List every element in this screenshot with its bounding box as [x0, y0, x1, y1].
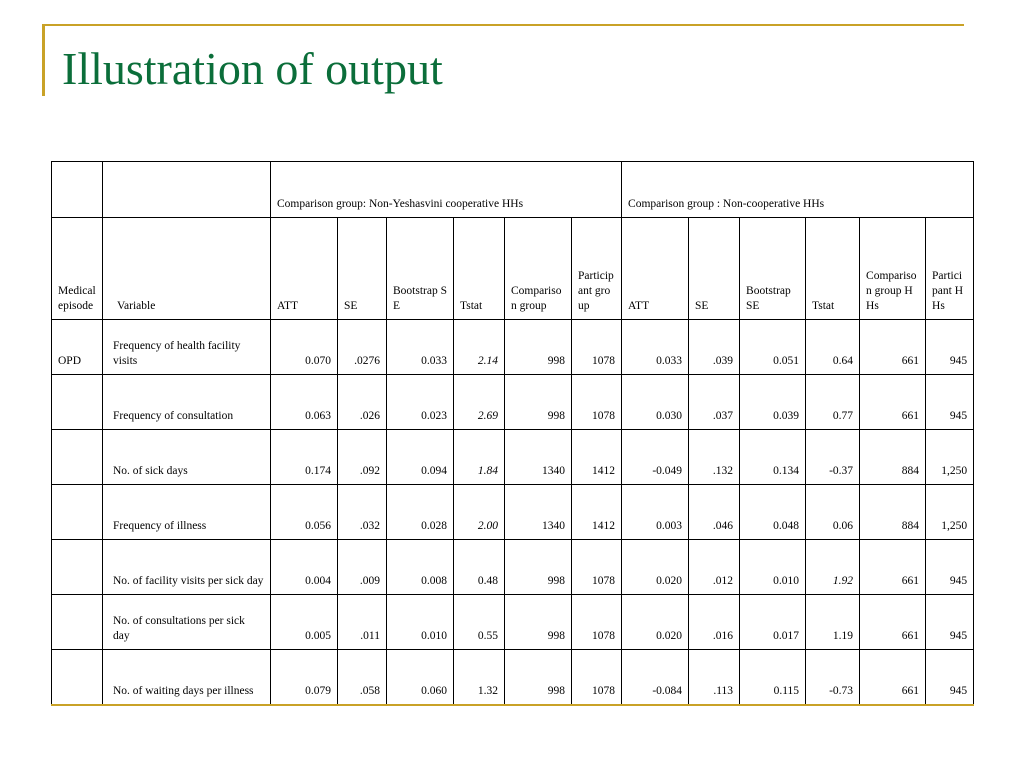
g2-value-cell: 945: [926, 320, 974, 375]
g1-value-cell: 998: [505, 595, 572, 650]
table-row: [52, 485, 974, 540]
g1-value-cell: .009: [338, 540, 387, 595]
variable-cell: Frequency of health facility visits: [103, 320, 271, 375]
g2-value-cell: 0.134: [740, 430, 806, 485]
g2-value-cell: .113: [689, 650, 740, 706]
g2-value-cell: .039: [689, 320, 740, 375]
g2-value-cell: 661: [860, 650, 926, 706]
g1-value-cell: 998: [505, 320, 572, 375]
g1-value-cell: 2.00: [454, 485, 505, 540]
g2-value-cell: 0.039: [740, 375, 806, 430]
g2-value-cell: 1.92: [806, 540, 860, 595]
g2-value-cell: 0.003: [622, 485, 689, 540]
g1-value-cell: .0276: [338, 320, 387, 375]
g2-value-cell: 0.020: [622, 540, 689, 595]
columns_g2-col-header: Participant HHs: [926, 218, 974, 320]
g1-value-cell: 998: [505, 375, 572, 430]
g1-value-cell: 0.056: [271, 485, 338, 540]
table-row: [52, 595, 974, 650]
g2-value-cell: 945: [926, 595, 974, 650]
g2-value-cell: 945: [926, 650, 974, 706]
g2-value-cell: 0.77: [806, 375, 860, 430]
g2-value-cell: .046: [689, 485, 740, 540]
g1-value-cell: 1078: [572, 320, 622, 375]
g2-value-cell: 884: [860, 485, 926, 540]
g2-value-cell: .016: [689, 595, 740, 650]
g1-value-cell: 1078: [572, 375, 622, 430]
table-row: [52, 650, 974, 706]
g2-value-cell: .037: [689, 375, 740, 430]
g1-value-cell: 1.32: [454, 650, 505, 706]
g1-value-cell: 0.070: [271, 320, 338, 375]
group2-header: Comparison group : Non-cooperative HHs: [622, 162, 974, 218]
columns_g1-col-header: Comparison group: [505, 218, 572, 320]
g2-value-cell: .012: [689, 540, 740, 595]
g2-value-cell: 945: [926, 375, 974, 430]
episode-cell: [52, 430, 103, 485]
columns_g2-col-header: ATT: [622, 218, 689, 320]
g1-value-cell: 1340: [505, 430, 572, 485]
table-row: [52, 540, 974, 595]
g2-value-cell: 0.017: [740, 595, 806, 650]
g1-value-cell: 0.55: [454, 595, 505, 650]
variable-cell: No. of waiting days per illness: [103, 650, 271, 706]
variable-cell: No. of facility visits per sick day: [103, 540, 271, 595]
g2-value-cell: 661: [860, 540, 926, 595]
g2-value-cell: 1.19: [806, 595, 860, 650]
g2-value-cell: -0.73: [806, 650, 860, 706]
g1-value-cell: .032: [338, 485, 387, 540]
g2-value-cell: 0.020: [622, 595, 689, 650]
g2-value-cell: .132: [689, 430, 740, 485]
g1-value-cell: 1078: [572, 650, 622, 706]
g2-value-cell: 0.06: [806, 485, 860, 540]
columns_g2-col-header: Tstat: [806, 218, 860, 320]
columns_g2-col-header: Bootstrap SE: [740, 218, 806, 320]
g2-value-cell: 0.051: [740, 320, 806, 375]
episode-cell: [52, 540, 103, 595]
columns_g2-col-header: Comparison group HHs: [860, 218, 926, 320]
variable-cell: Frequency of consultation: [103, 375, 271, 430]
episode-cell: OPD: [52, 320, 103, 375]
g1-value-cell: .092: [338, 430, 387, 485]
table-row: [52, 430, 974, 485]
left-accent-bar: [42, 26, 45, 96]
g2-value-cell: 661: [860, 375, 926, 430]
g1-value-cell: 1412: [572, 430, 622, 485]
g1-value-cell: 0.174: [271, 430, 338, 485]
g1-value-cell: 998: [505, 540, 572, 595]
g1-value-cell: 998: [505, 650, 572, 706]
g1-value-cell: 0.004: [271, 540, 338, 595]
empty-header-cell: [103, 162, 271, 218]
table-row: [52, 320, 974, 375]
group1-header: Comparison group: Non-Yeshasvini cooperative HHs: [271, 162, 622, 218]
empty-header-cell: [52, 162, 103, 218]
g1-value-cell: 0.033: [387, 320, 454, 375]
g1-value-cell: 0.079: [271, 650, 338, 706]
episode-cell: [52, 485, 103, 540]
g2-value-cell: 0.033: [622, 320, 689, 375]
episode-cell: [52, 595, 103, 650]
columns_g1-col-header: Tstat: [454, 218, 505, 320]
g1-value-cell: 0.060: [387, 650, 454, 706]
g1-value-cell: 0.094: [387, 430, 454, 485]
columns_g1-col-header: Participant group: [572, 218, 622, 320]
g1-value-cell: .058: [338, 650, 387, 706]
g2-value-cell: 1,250: [926, 485, 974, 540]
results-table: [51, 161, 974, 706]
variable-cell: Frequency of illness: [103, 485, 271, 540]
g2-value-cell: -0.049: [622, 430, 689, 485]
g1-value-cell: 0.005: [271, 595, 338, 650]
g1-value-cell: 1.84: [454, 430, 505, 485]
g2-value-cell: 0.048: [740, 485, 806, 540]
g1-value-cell: 0.028: [387, 485, 454, 540]
columns_g1-col-header: ATT: [271, 218, 338, 320]
g1-value-cell: 2.14: [454, 320, 505, 375]
g2-value-cell: 0.010: [740, 540, 806, 595]
g1-value-cell: 0.063: [271, 375, 338, 430]
g2-value-cell: -0.084: [622, 650, 689, 706]
episode-cell: [52, 650, 103, 706]
columns_g2-col-header: SE: [689, 218, 740, 320]
g1-value-cell: 0.010: [387, 595, 454, 650]
g2-value-cell: 661: [860, 595, 926, 650]
page-title: Illustration of output: [62, 43, 443, 94]
g2-value-cell: 945: [926, 540, 974, 595]
variable-header: Variable: [103, 218, 271, 320]
g2-value-cell: -0.37: [806, 430, 860, 485]
g2-value-cell: 0.64: [806, 320, 860, 375]
g1-value-cell: 1412: [572, 485, 622, 540]
g1-value-cell: 1340: [505, 485, 572, 540]
g2-value-cell: 1,250: [926, 430, 974, 485]
g2-value-cell: 0.115: [740, 650, 806, 706]
g1-value-cell: .011: [338, 595, 387, 650]
g1-value-cell: 0.008: [387, 540, 454, 595]
g1-value-cell: 0.023: [387, 375, 454, 430]
table-row: [52, 375, 974, 430]
g1-value-cell: 0.48: [454, 540, 505, 595]
column-header-row: [52, 218, 974, 320]
variable-cell: No. of consultations per sick day: [103, 595, 271, 650]
g2-value-cell: 884: [860, 430, 926, 485]
episode-cell: [52, 375, 103, 430]
g1-value-cell: .026: [338, 375, 387, 430]
g1-value-cell: 1078: [572, 540, 622, 595]
episode-header: Medical episode: [52, 218, 103, 320]
columns_g1-col-header: SE: [338, 218, 387, 320]
g1-value-cell: 1078: [572, 595, 622, 650]
variable-cell: No. of sick days: [103, 430, 271, 485]
top-divider-line: [42, 24, 964, 26]
g2-value-cell: 0.030: [622, 375, 689, 430]
g2-value-cell: 661: [860, 320, 926, 375]
columns_g1-col-header: Bootstrap SE: [387, 218, 454, 320]
group-header-row: [52, 162, 974, 218]
g1-value-cell: 2.69: [454, 375, 505, 430]
